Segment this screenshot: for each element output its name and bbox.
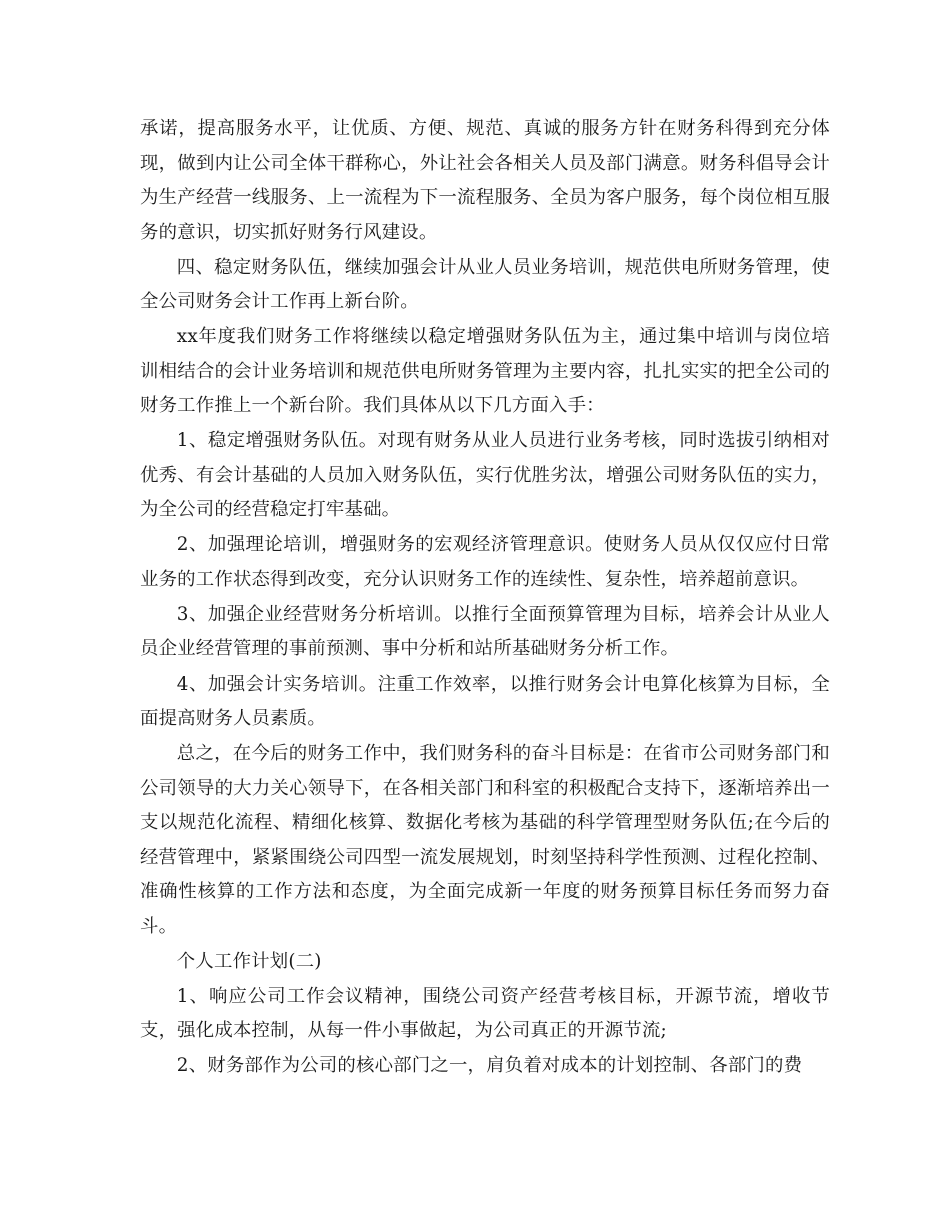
paragraph-plan-two-item-2: 2、财务部作为公司的核心部门之一，肩负着对成本的计划控制、各部门的费: [176, 1055, 803, 1077]
paragraph-item-3: 3、加强企业经营财务分析培训。以推行全面预算管理为目标，培养会计从业人员企业经营管理的事前预测、事中分析和站所基础财务分析工作。: [140, 603, 830, 660]
paragraph-plan-two-item-1: 1、响应公司工作会议精神，围绕公司资产经营考核目标，开源节流，增收节支，强化成本控制，从每一件小事做起，为公司真正的开源节流;: [140, 985, 830, 1042]
document-page: [140, 112, 830, 1085]
paragraph-item-4: 4、加强会计实务培训。注重工作效率，以推行财务会计电算化核算为目标，全面提高财务人员素质。: [140, 673, 830, 730]
paragraph-summary: 总之，在今后的财务工作中，我们财务科的奋斗目标是：在省市公司财务部门和公司领导的大力关心领导下，在各相关部门和科室的积极配合支持下，逐渐培养出一支以规范化流程、精细化核算、数据化考核为基础的科学管理型财务队伍;在今后的经营管理中，紧紧围绕公司四型一流发展规划，时刻坚持科学性预测、过程化控制、准确性核算的工作方法和态度，为全面完成新一年度的财务预算目标任务而努力奋斗。: [140, 743, 830, 937]
paragraph-commitment: 承诺，提高服务水平，让优质、方便、规范、真诚的服务方针在财务科得到充分体现，做到内让公司全体干群称心，外让社会各相关人员及部门满意。财务科倡导会计为生产经营一线服务、上一流程为下一流程服务、全员为客户服务，每个岗位相互服务的意识，切实抓好财务行风建设。: [140, 118, 830, 243]
paragraph-annual-plan: xx年度我们财务工作将继续以稳定增强财务队伍为主，通过集中培训与岗位培训相结合的会计业务培训和规范供电所财务管理为主要内容，扎扎实实的把全公司的财务工作推上一个新台阶。我们具体从以下几方面入手：: [140, 326, 830, 417]
section-heading-plan-two: 个人工作计划(二): [176, 950, 322, 972]
paragraph-item-1: 1、稳定增强财务队伍。对现有财务从业人员进行业务考核，同时选拔引纳相对优秀、有会计基础的人员加入财务队伍，实行优胜劣汰，增强公司财务队伍的实力，为全公司的经营稳定打牢基础。: [140, 430, 830, 521]
paragraph-item-2: 2、加强理论培训，增强财务的宏观经济管理意识。使财务人员从仅仅应付日常业务的工作状态得到改变，充分认识财务工作的连续性、复杂性，培养超前意识。: [140, 534, 830, 590]
paragraph-section-four: 四、稳定财务队伍，继续加强会计从业人员业务培训，规范供电所财务管理，使全公司财务会计工作再上新台阶。: [140, 256, 830, 313]
